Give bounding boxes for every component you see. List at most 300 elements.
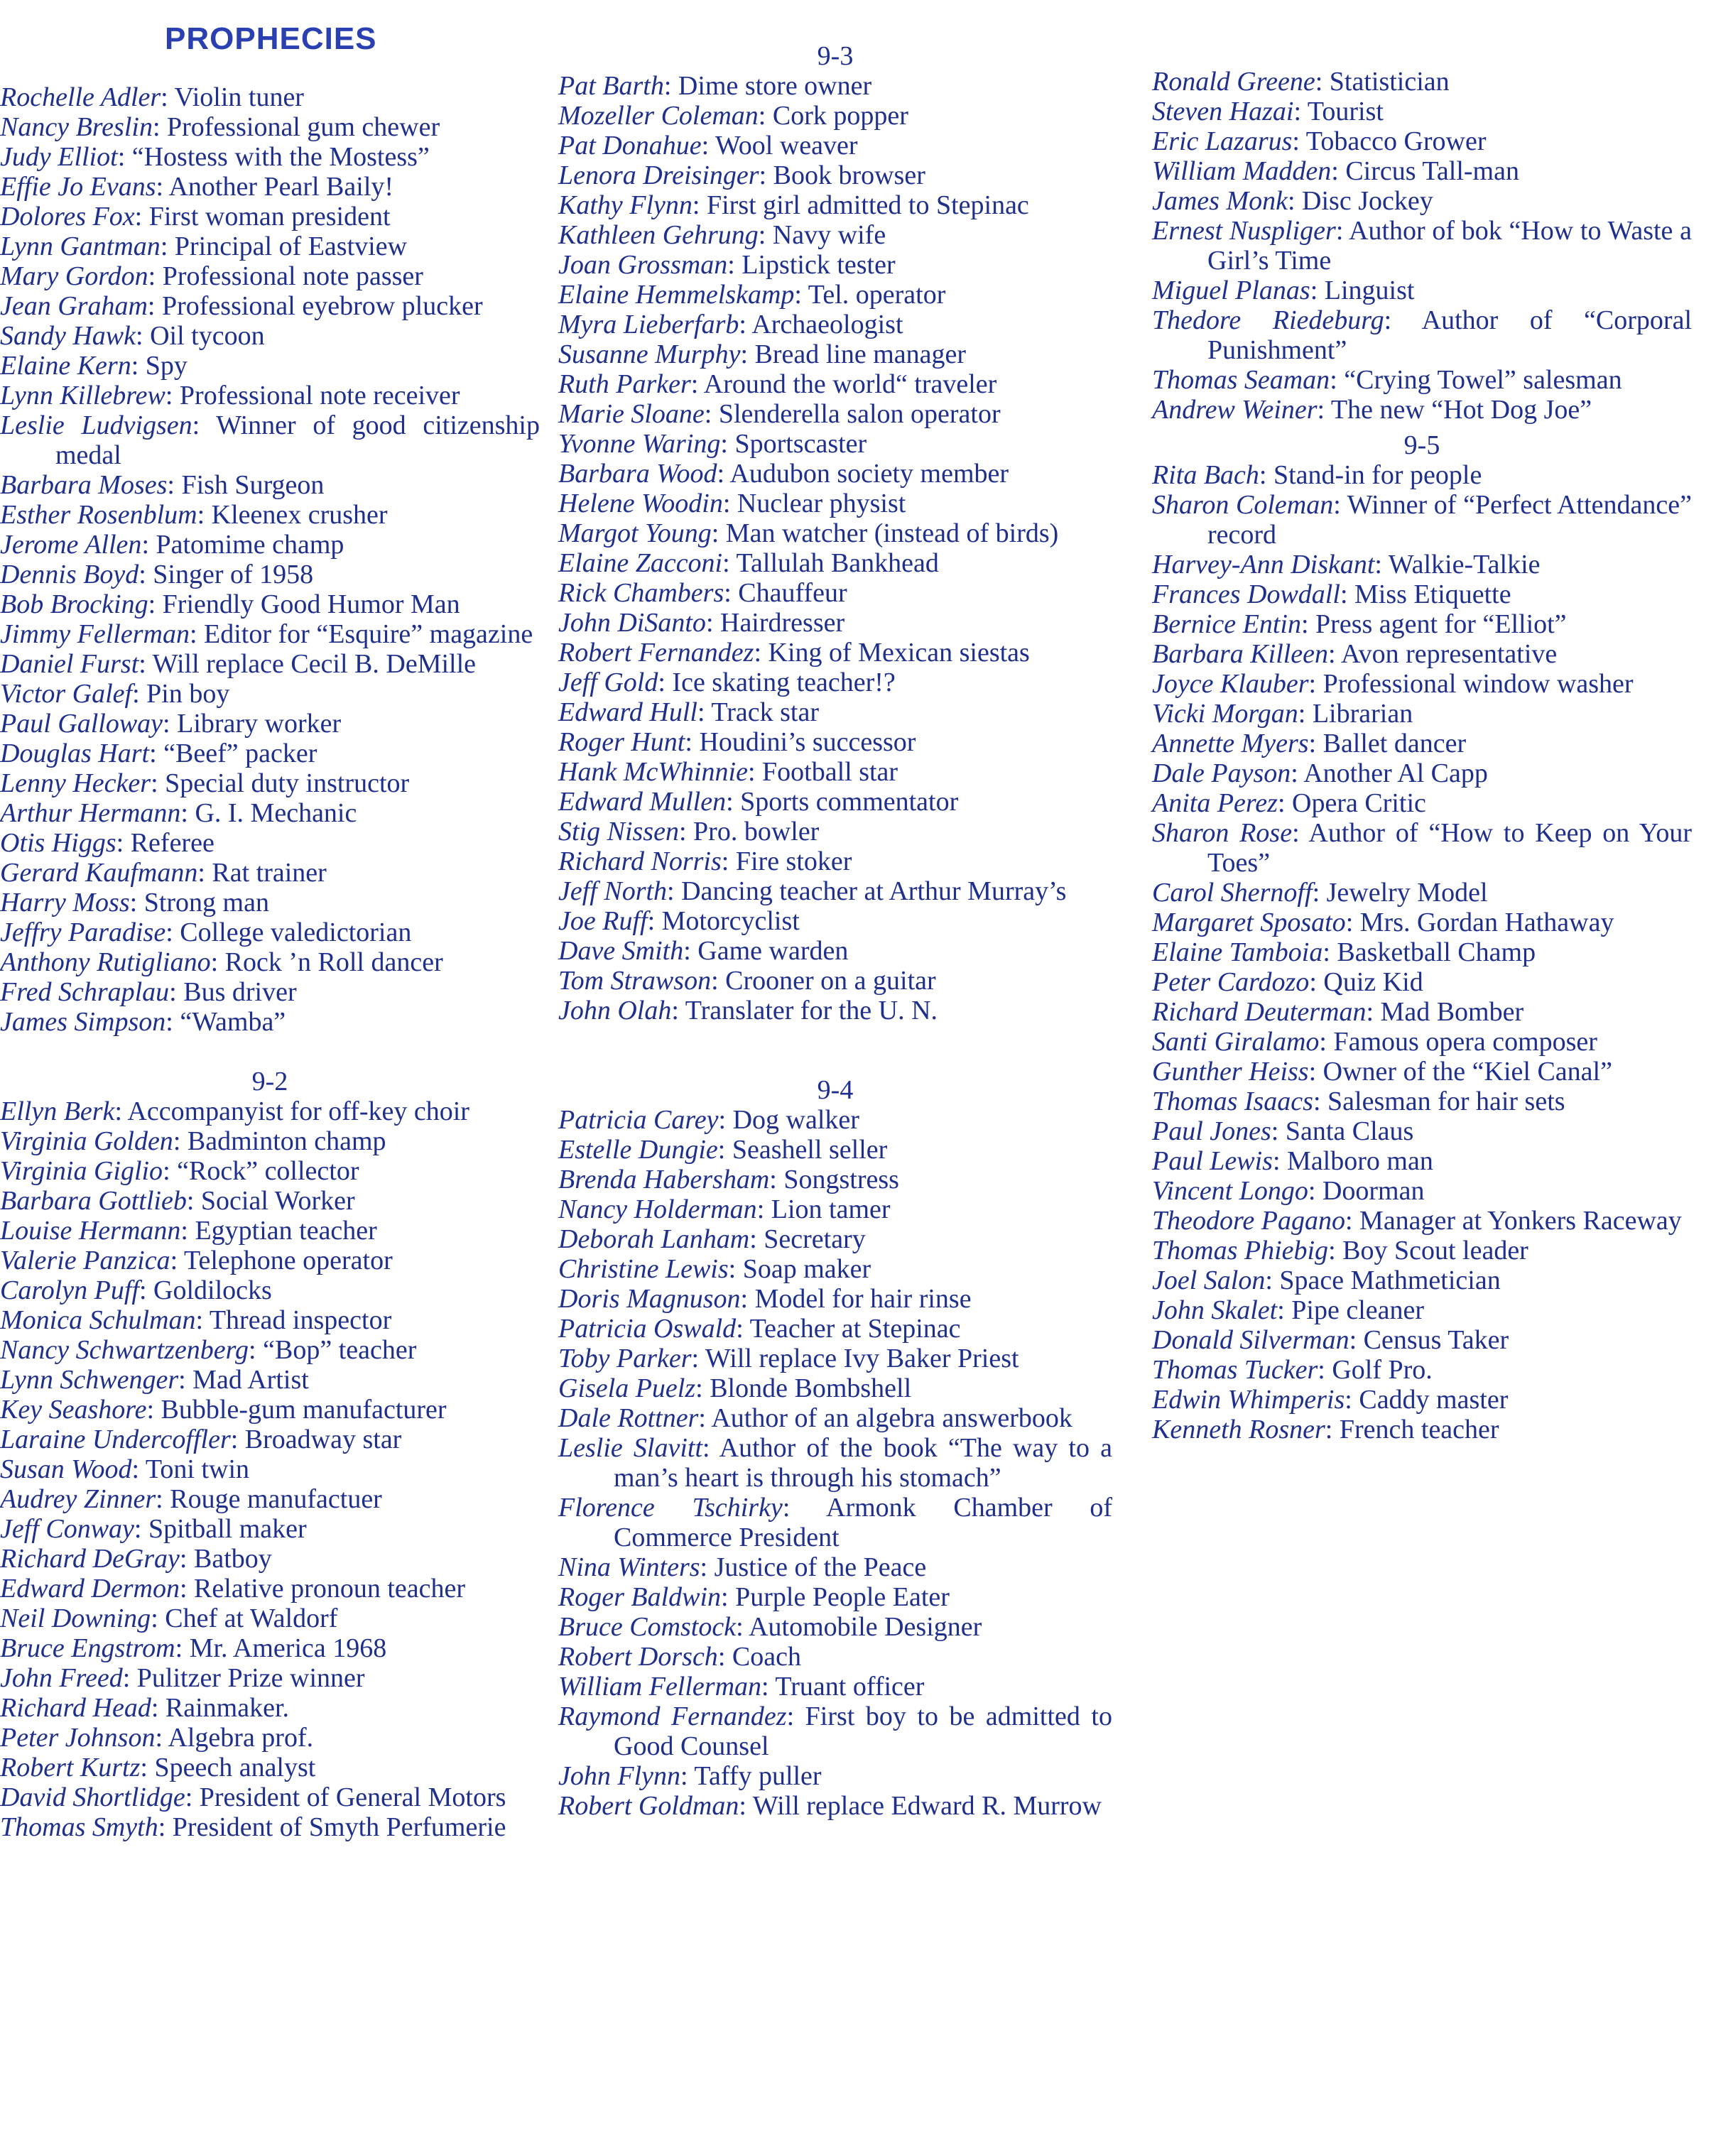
prophecy-text: Basketball Champ bbox=[1337, 937, 1536, 967]
separator: : bbox=[736, 1314, 750, 1344]
prophecy-text: Professional note passer bbox=[162, 261, 423, 291]
separator: : bbox=[747, 757, 763, 787]
separator: : bbox=[179, 1574, 195, 1604]
prophecy-entry bbox=[0, 679, 540, 709]
separator: : bbox=[756, 1194, 771, 1224]
prophecy-entry bbox=[0, 1007, 540, 1037]
prophecy-entry bbox=[558, 1761, 1112, 1791]
prophecy-entry bbox=[558, 1493, 1112, 1552]
student-name: Kathy Flynn bbox=[558, 190, 692, 220]
prophecy-entry bbox=[558, 876, 1112, 906]
prophecy-entry bbox=[0, 1395, 540, 1425]
separator: : bbox=[1313, 1087, 1328, 1116]
student-name: Patricia Carey bbox=[558, 1105, 719, 1135]
prophecy-entry bbox=[0, 112, 540, 142]
prophecy-entry bbox=[0, 828, 540, 858]
student-name: Paul Jones bbox=[1152, 1116, 1271, 1146]
prophecy-text: Bubble-gum manufacturer bbox=[161, 1395, 447, 1425]
student-name: Bernice Entin bbox=[1152, 609, 1301, 639]
prophecy-text: Author of the book “The way to a man’s heart is through his stomach” bbox=[614, 1433, 1112, 1493]
student-name: Richard Norris bbox=[558, 846, 722, 876]
prophecy-entry bbox=[1152, 276, 1692, 305]
prophecy-text: Press agent for “Elliot” bbox=[1315, 609, 1567, 639]
prophecy-text: Sportscaster bbox=[734, 429, 867, 459]
student-name: William Fellerman bbox=[558, 1672, 762, 1702]
student-name: Dale Rottner bbox=[558, 1403, 699, 1433]
prophecy-text: Pro. bowler bbox=[693, 817, 820, 846]
separator: : bbox=[761, 1672, 776, 1702]
student-name: Thedore Riedeburg bbox=[1152, 305, 1384, 335]
student-name: Edward Dermon bbox=[0, 1574, 180, 1604]
prophecy-text: Mad Bomber bbox=[1380, 997, 1524, 1027]
separator: : bbox=[727, 250, 742, 280]
student-name: Otis Higgs bbox=[0, 828, 116, 858]
prophecy-text: President of General Motors bbox=[199, 1782, 506, 1812]
separator: : bbox=[160, 232, 175, 261]
separator: : bbox=[189, 619, 205, 649]
prophecy-entry bbox=[1152, 156, 1692, 186]
student-name: Barbara Wood bbox=[558, 459, 717, 489]
student-name: Edward Mullen bbox=[558, 787, 727, 817]
student-name: Dennis Boyd bbox=[0, 560, 139, 589]
prophecy-text: Broadway star bbox=[244, 1425, 402, 1454]
prophecy-text: Violin tuner bbox=[174, 82, 304, 112]
separator: : bbox=[702, 1433, 719, 1463]
prophecy-entry bbox=[0, 858, 540, 888]
separator: : bbox=[1384, 305, 1422, 335]
student-name: Andrew Weiner bbox=[1152, 395, 1318, 425]
prophecy-entry bbox=[558, 280, 1112, 310]
separator: : bbox=[1308, 729, 1323, 758]
separator: : bbox=[1317, 395, 1331, 425]
student-name: Jerome Allen bbox=[0, 530, 142, 560]
separator: : bbox=[1335, 216, 1349, 246]
prophecy-text: Miss Etiquette bbox=[1354, 579, 1511, 609]
student-name: Vincent Longo bbox=[1152, 1176, 1308, 1206]
prophecy-text: Lipstick tester bbox=[742, 250, 896, 280]
separator: : bbox=[1340, 579, 1354, 609]
prophecy-text: King of Mexican siestas bbox=[768, 638, 1030, 668]
prophecy-text: “Wamba” bbox=[180, 1007, 286, 1037]
prophecy-text: Ballet dancer bbox=[1322, 729, 1467, 758]
prophecy-entry bbox=[1152, 937, 1692, 967]
separator: : bbox=[1345, 908, 1360, 937]
prophecy-entry bbox=[1152, 460, 1692, 490]
student-name: Susan Wood bbox=[0, 1454, 132, 1484]
separator: : bbox=[1330, 365, 1345, 395]
student-name: Yvonne Waring bbox=[558, 429, 721, 459]
prophecy-entry bbox=[0, 1246, 540, 1275]
separator: : bbox=[156, 1484, 170, 1514]
separator: : bbox=[704, 399, 719, 429]
prophecy-entry bbox=[0, 560, 540, 589]
student-name: Peter Johnson bbox=[0, 1723, 156, 1753]
prophecy-text: Rock ’n Roll dancer bbox=[224, 947, 443, 977]
prophecy-text: Owner of the “Kiel Canal” bbox=[1322, 1057, 1612, 1087]
prophecy-text: Seashell seller bbox=[732, 1135, 888, 1165]
separator: : bbox=[1310, 276, 1325, 305]
prophecy-entry bbox=[558, 1403, 1112, 1433]
student-name: Mary Gordon bbox=[0, 261, 148, 291]
separator: : bbox=[197, 500, 212, 530]
student-name: Elaine Hemmelskamp bbox=[558, 280, 795, 310]
student-name: John Freed bbox=[0, 1663, 123, 1693]
student-name: Edward Hull bbox=[558, 697, 697, 727]
student-name: Stig Nissen bbox=[558, 817, 679, 846]
student-name: Daniel Furst bbox=[0, 649, 139, 679]
prophecy-text: Tourist bbox=[1307, 97, 1384, 126]
prophecy-entry bbox=[558, 1105, 1112, 1135]
prophecy-entry bbox=[1152, 1027, 1692, 1057]
prophecy-text: Coach bbox=[732, 1642, 801, 1672]
prophecy-text: Dog walker bbox=[732, 1105, 859, 1135]
prophecy-entry bbox=[558, 1582, 1112, 1612]
prophecy-text: Pipe cleaner bbox=[1291, 1295, 1425, 1325]
separator: : bbox=[179, 1544, 194, 1574]
prophecy-text: Hairdresser bbox=[720, 608, 845, 638]
prophecy-text: Jewelry Model bbox=[1326, 878, 1488, 908]
prophecy-text: French teacher bbox=[1339, 1415, 1499, 1444]
separator: : bbox=[1325, 1415, 1340, 1444]
prophecy-text: Boy Scout leader bbox=[1342, 1236, 1528, 1265]
student-name: Ronald Greene bbox=[1152, 67, 1315, 97]
prophecy-entry bbox=[0, 1723, 540, 1753]
student-name: Vicki Morgan bbox=[1152, 699, 1298, 729]
column-1 bbox=[0, 82, 540, 1842]
separator: : bbox=[782, 1493, 826, 1523]
separator: : bbox=[1322, 937, 1337, 967]
prophecy-entry bbox=[1152, 365, 1692, 395]
column-3 bbox=[1152, 67, 1692, 1444]
prophecy-entry bbox=[558, 936, 1112, 966]
separator: : bbox=[149, 739, 164, 768]
prophecy-text: Statistician bbox=[1329, 67, 1450, 97]
student-name: Miguel Planas bbox=[1152, 276, 1310, 305]
prophecy-entry bbox=[0, 1782, 540, 1812]
student-name: Lynn Schwenger bbox=[0, 1365, 179, 1395]
separator: : bbox=[647, 906, 662, 936]
prophecy-text: Linguist bbox=[1324, 276, 1415, 305]
student-name: Gerard Kaufmann bbox=[0, 858, 198, 888]
prophecy-text: Around the world“ traveler bbox=[703, 369, 997, 399]
prophecy-entry bbox=[1152, 1236, 1692, 1265]
separator: : bbox=[1259, 460, 1273, 490]
prophecy-entry bbox=[0, 321, 540, 351]
prophecy-text: Cork popper bbox=[772, 101, 908, 131]
student-name: Annette Myers bbox=[1152, 729, 1309, 758]
separator: : bbox=[167, 470, 182, 500]
prophecy-entry bbox=[558, 1433, 1112, 1493]
prophecy-entry bbox=[558, 1194, 1112, 1224]
prophecy-text: Principal of Eastview bbox=[174, 232, 408, 261]
prophecy-text: Spy bbox=[145, 351, 188, 381]
prophecy-entry bbox=[1152, 579, 1692, 609]
student-name: Joel Salon bbox=[1152, 1265, 1266, 1295]
separator: : bbox=[132, 679, 147, 709]
prophecy-text: Ice skating teacher!? bbox=[672, 668, 896, 697]
prophecy-entry bbox=[0, 1753, 540, 1782]
prophecy-text: “Bop” teacher bbox=[263, 1335, 417, 1365]
student-name: Susanne Murphy bbox=[558, 339, 741, 369]
student-name: Esther Rosenblum bbox=[0, 500, 197, 530]
prophecy-entry bbox=[1152, 639, 1692, 669]
prophecy-entry bbox=[558, 1702, 1112, 1761]
prophecy-entry bbox=[0, 1663, 540, 1693]
separator: : bbox=[138, 1275, 154, 1305]
prophecy-entry bbox=[1152, 1146, 1692, 1176]
student-name: John Flynn bbox=[558, 1761, 681, 1791]
prophecy-entry bbox=[0, 470, 540, 500]
student-name: Ernest Nuspliger bbox=[1152, 216, 1336, 246]
student-name: Judy Elliot bbox=[0, 142, 118, 172]
separator: : bbox=[131, 1454, 146, 1484]
student-name: Harvey-Ann Diskant bbox=[1152, 550, 1375, 579]
separator: : bbox=[680, 1761, 695, 1791]
separator: : bbox=[165, 1007, 180, 1037]
student-name: Roger Hunt bbox=[558, 727, 685, 757]
student-name: Dale Payson bbox=[1152, 758, 1291, 788]
prophecy-text: Winner of good citizenship medal bbox=[55, 410, 540, 470]
prophecy-text: Famous opera composer bbox=[1333, 1027, 1597, 1057]
prophecy-text: Author of “How to Keep on Your Toes” bbox=[1207, 818, 1692, 878]
prophecy-text: Lion tamer bbox=[771, 1194, 891, 1224]
prophecy-entry bbox=[0, 1275, 540, 1305]
prophecy-text: Crooner on a guitar bbox=[725, 966, 936, 996]
separator: : bbox=[180, 798, 195, 828]
prophecy-text: Author of bok “How to Waste a Girl’s Time bbox=[1207, 216, 1692, 276]
prophecy-entry bbox=[558, 668, 1112, 697]
separator: : bbox=[1272, 1146, 1288, 1176]
separator: : bbox=[1345, 1206, 1360, 1236]
separator: : bbox=[1293, 97, 1308, 126]
prophecy-entry bbox=[1152, 997, 1692, 1027]
separator: : bbox=[140, 1753, 155, 1782]
prophecy-text: Kleenex crusher bbox=[211, 500, 388, 530]
prophecy-text: Wool weaver bbox=[715, 131, 858, 160]
prophecy-entry bbox=[558, 1642, 1112, 1672]
separator: : bbox=[147, 291, 162, 321]
separator: : bbox=[692, 190, 707, 220]
student-name: Myra Lieberfarb bbox=[558, 310, 739, 339]
prophecy-entry bbox=[558, 339, 1112, 369]
prophecy-text: Model for hair rinse bbox=[754, 1284, 972, 1314]
separator: : bbox=[175, 1633, 190, 1663]
separator: : bbox=[739, 1791, 753, 1821]
prophecy-text: Opera Critic bbox=[1292, 788, 1426, 818]
prophecy-text: Justice of the Peace bbox=[714, 1552, 927, 1582]
prophecy-entry bbox=[0, 1305, 540, 1335]
prophecy-text: Social Worker bbox=[200, 1186, 355, 1216]
separator: : bbox=[141, 530, 156, 560]
student-name: Rochelle Adler bbox=[0, 82, 161, 112]
separator: : bbox=[165, 918, 180, 947]
separator: : bbox=[718, 1105, 733, 1135]
prophecy-entry bbox=[0, 202, 540, 232]
prophecy-entry bbox=[558, 996, 1112, 1025]
student-name: John Olah bbox=[558, 996, 672, 1025]
prophecy-entry bbox=[1152, 908, 1692, 937]
student-name: Helene Woodin bbox=[558, 489, 723, 518]
prophecy-entry bbox=[0, 1454, 540, 1484]
prophecy-text: Referee bbox=[130, 828, 214, 858]
student-name: Margot Young bbox=[558, 518, 712, 548]
separator: : bbox=[1291, 758, 1304, 788]
separator: : bbox=[726, 787, 741, 817]
separator: : bbox=[720, 429, 735, 459]
prophecy-entry bbox=[0, 1096, 540, 1126]
student-name: Mozeller Coleman bbox=[558, 101, 759, 131]
prophecy-text: Armonk Chamber of Commerce President bbox=[614, 1493, 1112, 1552]
prophecy-text: Man watcher (instead of birds) bbox=[725, 518, 1059, 548]
prophecy-entry bbox=[0, 1633, 540, 1663]
student-name: Eric Lazarus bbox=[1152, 126, 1293, 156]
prophecy-text: President of Smyth Perfumerie bbox=[172, 1812, 506, 1842]
prophecy-text: Fire stoker bbox=[735, 846, 852, 876]
student-name: Edwin Whimperis bbox=[1152, 1385, 1345, 1415]
prophecy-text: Tobacco Grower bbox=[1305, 126, 1487, 156]
prophecy-text: Walkie-Talkie bbox=[1388, 550, 1541, 579]
separator: : bbox=[134, 1514, 148, 1544]
student-name: David Shortlidge bbox=[0, 1782, 185, 1812]
prophecy-text: “Hostess with the Mostess” bbox=[131, 142, 430, 172]
separator: : bbox=[690, 369, 704, 399]
prophecy-text: Doorman bbox=[1322, 1176, 1425, 1206]
prophecy-text: Nuclear physist bbox=[737, 489, 906, 518]
separator: : bbox=[161, 82, 175, 112]
prophecy-entry bbox=[0, 589, 540, 619]
prophecy-text: Oil tycoon bbox=[150, 321, 265, 351]
prophecy-entry bbox=[558, 250, 1112, 280]
prophecy-text: First woman president bbox=[148, 202, 391, 232]
student-name: Jeffry Paradise bbox=[0, 918, 166, 947]
student-name: Nancy Schwartzenberg bbox=[0, 1335, 249, 1365]
student-name: Lynn Killebrew bbox=[0, 381, 165, 410]
student-name: Laraine Undercoffler bbox=[0, 1425, 231, 1454]
prophecy-text: Strong man bbox=[143, 888, 269, 918]
prophecy-entry bbox=[0, 1186, 540, 1216]
prophecy-text: “Rock” collector bbox=[177, 1156, 359, 1186]
prophecy-entry bbox=[0, 1574, 540, 1604]
student-name: Jimmy Fellerman bbox=[0, 619, 190, 649]
prophecy-entry bbox=[0, 82, 540, 112]
prophecy-entry bbox=[1152, 609, 1692, 639]
prophecy-entry bbox=[0, 500, 540, 530]
prophecy-entry bbox=[1152, 1176, 1692, 1206]
student-name: Barbara Moses bbox=[0, 470, 168, 500]
prophecy-text: Bus driver bbox=[183, 977, 297, 1007]
separator: : bbox=[724, 578, 739, 608]
student-name: Deborah Lanham bbox=[558, 1224, 750, 1254]
student-name: Lenora Dreisinger bbox=[558, 160, 759, 190]
student-name: Thomas Phiebig bbox=[1152, 1236, 1329, 1265]
separator: : bbox=[148, 589, 163, 619]
separator: : bbox=[151, 768, 165, 798]
prophecy-entry bbox=[558, 190, 1112, 220]
student-name: Christine Lewis bbox=[558, 1254, 729, 1284]
column-2 bbox=[558, 41, 1112, 1821]
section-heading: 9-4 bbox=[817, 1075, 854, 1105]
prophecy-entry bbox=[558, 1165, 1112, 1194]
separator: : bbox=[249, 1335, 264, 1365]
prophecy-entry bbox=[1152, 788, 1692, 818]
student-name: Arthur Hermann bbox=[0, 798, 181, 828]
prophecy-text: Caddy master bbox=[1359, 1385, 1509, 1415]
prophecy-text: Blonde Bombshell bbox=[710, 1373, 912, 1403]
prophecy-text: Accompanyist for off-key choir bbox=[127, 1096, 469, 1126]
separator: : bbox=[685, 727, 700, 757]
prophecy-text: Motorcyclist bbox=[661, 906, 800, 936]
prophecy-entry bbox=[558, 131, 1112, 160]
separator: : bbox=[698, 1403, 712, 1433]
student-name: Barbara Gottlieb bbox=[0, 1186, 187, 1216]
student-name: Dave Smith bbox=[558, 936, 684, 966]
prophecy-text: Singer of 1958 bbox=[153, 560, 314, 589]
prophecy-text: Special duty instructor bbox=[165, 768, 410, 798]
student-name: Richard Deuterman bbox=[1152, 997, 1367, 1027]
separator: : bbox=[134, 202, 149, 232]
prophecy-entry bbox=[558, 71, 1112, 101]
prophecy-text: Another Pearl Baily! bbox=[168, 172, 394, 202]
separator: : bbox=[721, 846, 736, 876]
separator: : bbox=[151, 1693, 165, 1723]
separator: : bbox=[786, 1702, 805, 1731]
student-name: Hank McWhinnie bbox=[558, 757, 748, 787]
prophecy-entry bbox=[0, 1335, 540, 1365]
prophecy-text: Dancing teacher at Arthur Murray’s bbox=[681, 876, 1067, 906]
student-name: Joyce Klauber bbox=[1152, 669, 1309, 699]
separator: : bbox=[1308, 669, 1323, 699]
prophecy-text: Relative pronoun teacher bbox=[194, 1574, 465, 1604]
student-name: Joe Ruff bbox=[558, 906, 648, 936]
prophecy-text: College valedictorian bbox=[180, 918, 412, 947]
student-name: Joan Grossman bbox=[558, 250, 728, 280]
prophecy-entry bbox=[1152, 878, 1692, 908]
prophecy-text: Game warden bbox=[697, 936, 849, 966]
separator: : bbox=[1328, 1236, 1343, 1265]
prophecy-text: Santa Claus bbox=[1285, 1116, 1414, 1146]
student-name: Jeff Gold bbox=[558, 668, 658, 697]
student-name: Ruth Parker bbox=[558, 369, 691, 399]
separator: : bbox=[683, 936, 698, 966]
prophecy-entry bbox=[558, 429, 1112, 459]
separator: : bbox=[722, 548, 737, 578]
separator: : bbox=[156, 172, 169, 202]
prophecy-entry bbox=[558, 1612, 1112, 1642]
prophecy-entry bbox=[1152, 97, 1692, 126]
prophecy-text: Track star bbox=[711, 697, 820, 727]
separator: : bbox=[1308, 1057, 1323, 1087]
section-gap bbox=[0, 1037, 540, 1067]
prophecy-text: Will replace Edward R. Murrow bbox=[752, 1791, 1102, 1821]
student-name: Thomas Smyth bbox=[0, 1812, 158, 1842]
prophecy-text: Navy wife bbox=[772, 220, 886, 250]
separator: : bbox=[717, 1642, 732, 1672]
prophecy-text: Audubon society member bbox=[729, 459, 1009, 489]
separator: : bbox=[170, 1246, 184, 1275]
separator: : bbox=[1292, 126, 1306, 156]
student-name: Robert Kurtz bbox=[0, 1753, 141, 1782]
prophecy-text: Tel. operator bbox=[808, 280, 946, 310]
student-name: Anthony Rutigliano bbox=[0, 947, 211, 977]
student-name: Kathleen Gehrung bbox=[558, 220, 759, 250]
separator: : bbox=[1349, 1325, 1364, 1355]
separator: : bbox=[678, 817, 694, 846]
separator: : bbox=[163, 709, 178, 739]
prophecy-entry bbox=[0, 649, 540, 679]
prophecy-entry bbox=[1152, 67, 1692, 97]
prophecy-entry bbox=[1152, 1057, 1692, 1087]
separator: : bbox=[728, 1254, 743, 1284]
